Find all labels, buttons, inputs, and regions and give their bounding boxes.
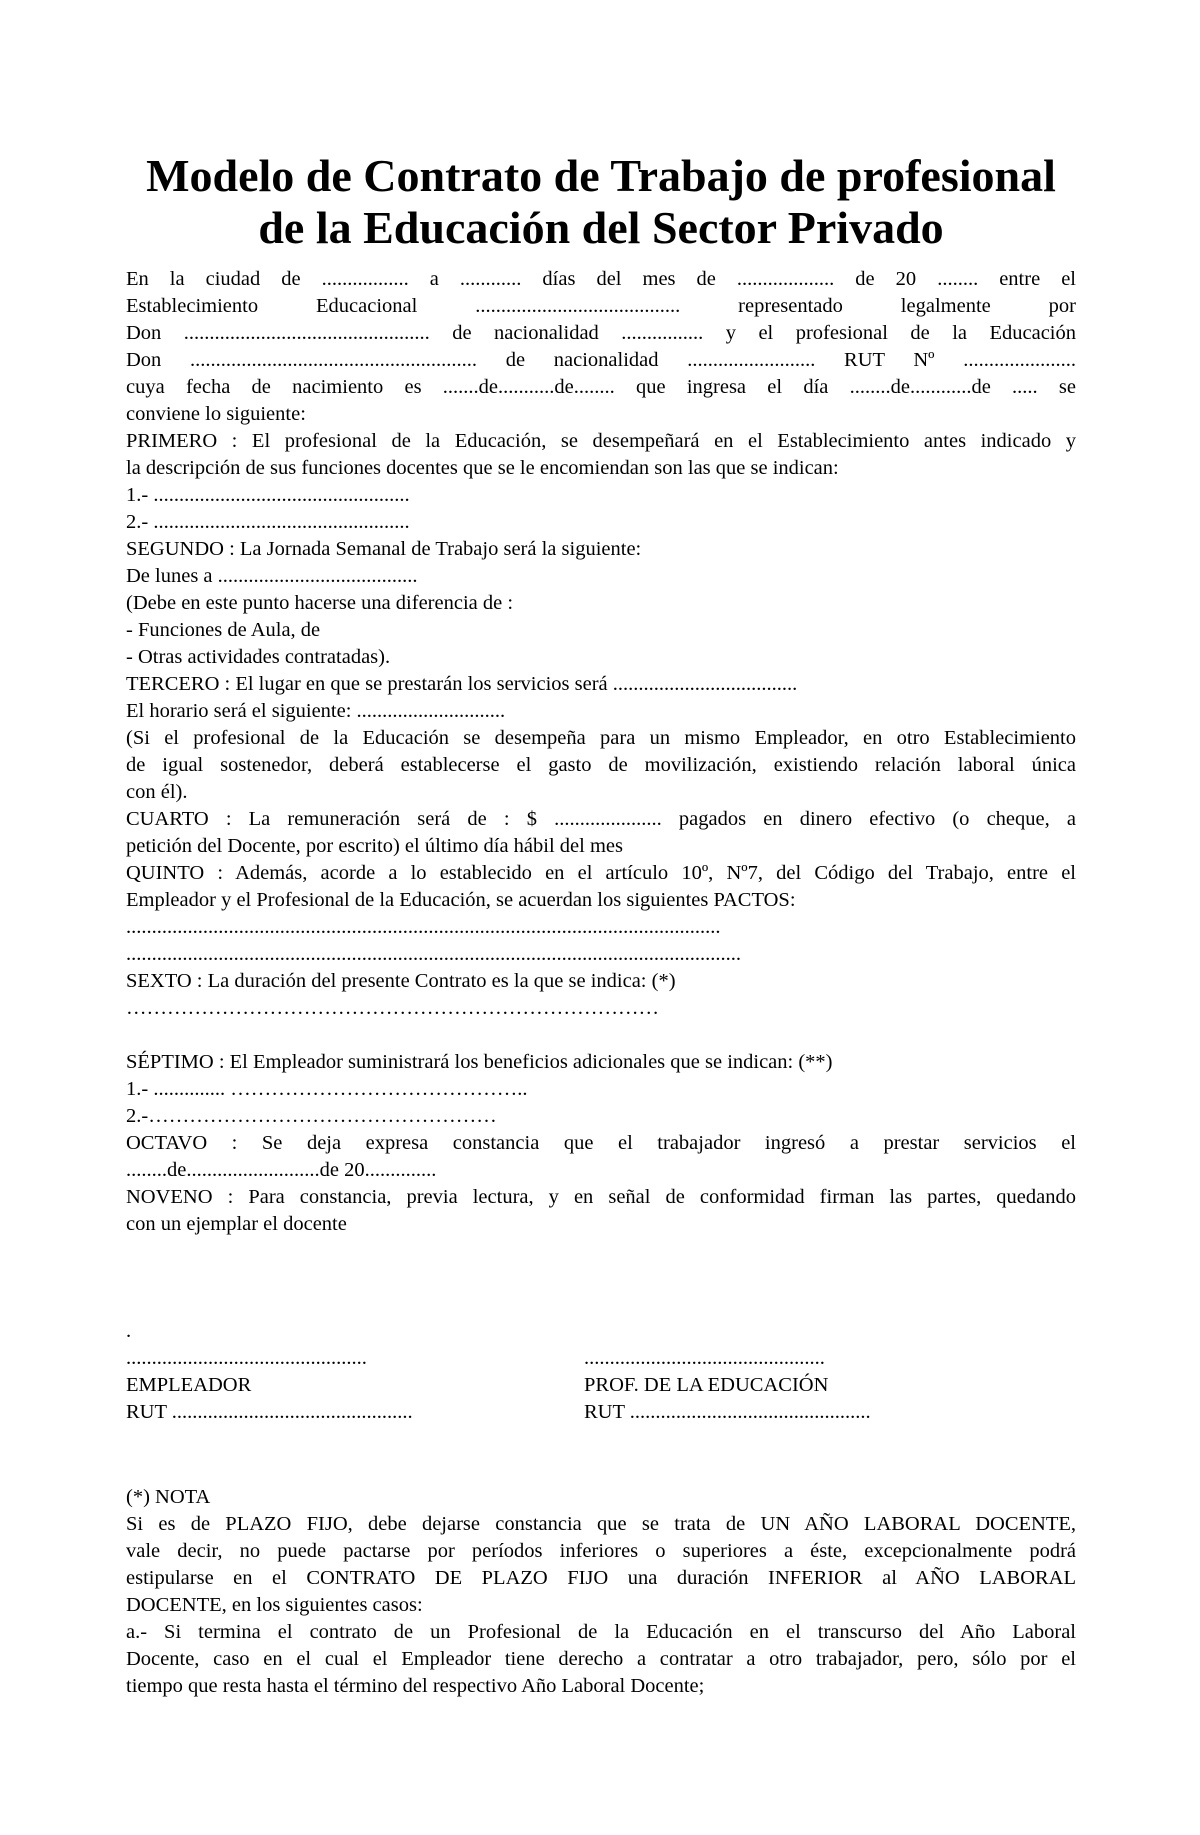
nota-line: vale decir, no puede pactarse por períodos inferiores o superiores a éste, excepcionalmente podrá — [126, 1540, 1076, 1562]
clause-tercero — [126, 671, 1076, 806]
clause-noveno — [126, 1184, 1076, 1238]
nota-section — [126, 1484, 1076, 1700]
signature-dot: . — [126, 1320, 132, 1342]
contract-body — [126, 266, 1076, 1700]
signature-line: ............................................... — [584, 1347, 825, 1369]
clause-line: petición del Docente, por escrito) el último día hábil del mes — [126, 835, 623, 857]
nota-line: a.- Si termina el contrato de un Profesional de la Educación en el transcurso del Año Laboral — [126, 1621, 1076, 1643]
clause-septimo — [126, 1049, 1076, 1130]
nota-line: estipularse en el CONTRATO DE PLAZO FIJO una duración INFERIOR al AÑO LABORAL — [126, 1567, 1076, 1589]
clause-cuarto — [126, 806, 1076, 860]
clause-segundo — [126, 536, 1076, 671]
nota-line: Docente, caso en el cual el Empleador tiene derecho a contratar a otro trabajador, pero, sólo por el — [126, 1648, 1076, 1670]
document-title — [126, 150, 1076, 254]
nota-line: DOCENTE, en los siguientes casos: — [126, 1594, 423, 1616]
clause-line: la descripción de sus funciones docentes que se le encomiendan son las que se indican: — [126, 457, 839, 479]
clause-octavo — [126, 1130, 1076, 1184]
signature-block — [126, 1318, 1076, 1458]
clause-line: - Funciones de Aula, de — [126, 619, 321, 641]
clause-line: De lunes a ....................................... — [126, 565, 418, 587]
document-page — [126, 150, 1076, 1700]
clause-line: .................................................................................................................... — [126, 916, 721, 938]
clause-line: PRIMERO : El profesional de la Educación, se desempeñará en el Establecimiento antes indicado y — [126, 430, 1076, 452]
intro-paragraph — [126, 266, 1076, 428]
clause-item: 2.- .................................................. — [126, 511, 410, 533]
intro-line: Don ................................................ de nacionalidad ................ y el profesional de la Educación — [126, 322, 1076, 344]
signature-teacher — [584, 1318, 1004, 1426]
clause-line: (Debe en este punto hacerse una diferencia de : — [126, 592, 514, 614]
intro-line: cuya fecha de nacimiento es .......de...........de........ que ingresa el día ........de............de ..... se — [126, 376, 1076, 398]
clause-line: de igual sostenedor, deberá establecerse el gasto de movilización, existiendo relación laboral única — [126, 754, 1076, 776]
clause-line: con él). — [126, 781, 188, 803]
clause-line: TERCERO : El lugar en que se prestarán los servicios será .................................... — [126, 673, 798, 695]
nota-heading: (*) NOTA — [126, 1486, 211, 1508]
intro-line: En la ciudad de ................. a ............ días del mes de ................... de 20 ........ entre el — [126, 268, 1076, 290]
clause-line: SEXTO : La duración del presente Contrato es la que se indica: (*) — [126, 970, 676, 992]
nota-line: Si es de PLAZO FIJO, debe dejarse constancia que se trata de UN AÑO LABORAL DOCENTE, — [126, 1513, 1076, 1535]
clause-primero — [126, 428, 1076, 536]
clause-line: QUINTO : Además, acorde a lo establecido en el artículo 10º, Nº7, del Código del Trabajo, entre el — [126, 862, 1076, 884]
intro-line: conviene lo siguiente: — [126, 403, 306, 425]
clause-line: ........de..........................de 20.............. — [126, 1159, 437, 1181]
signature-role: EMPLEADOR — [126, 1374, 252, 1396]
intro-line: Don ........................................................ de nacionalidad ......................... RUT Nº ...................... — [126, 349, 1076, 371]
signature-employer — [126, 1318, 546, 1426]
clause-quinto — [126, 860, 1076, 968]
signature-rut: RUT ............................................... — [126, 1401, 413, 1423]
clause-line: - Otras actividades contratadas). — [126, 646, 391, 668]
clause-line: (Si el profesional de la Educación se desempeña para un mismo Empleador, en otro Establecimiento — [126, 727, 1076, 749]
clause-item: 1.- .............. …………………………………….. — [126, 1078, 528, 1100]
signature-spacer — [584, 1318, 1004, 1345]
intro-line: Establecimiento Educacional ........................................ representado legalmente por — [126, 295, 1076, 317]
title-line-2: de la Educación del Sector Privado — [258, 202, 944, 253]
clause-line: OCTAVO : Se deja expresa constancia que el trabajador ingresó a prestar servicios el — [126, 1132, 1076, 1154]
clause-item: 1.- .................................................. — [126, 484, 410, 506]
signature-rut: RUT ............................................... — [584, 1401, 871, 1423]
clause-line: SEGUNDO : La Jornada Semanal de Trabajo será la siguiente: — [126, 538, 642, 560]
clause-line: NOVENO : Para constancia, previa lectura, y en señal de conformidad firman las partes, quedando — [126, 1186, 1076, 1208]
clause-line: SÉPTIMO : El Empleador suministrará los beneficios adicionales que se indican: (**) — [126, 1051, 833, 1073]
nota-line: tiempo que resta hasta el término del respectivo Año Laboral Docente; — [126, 1675, 705, 1697]
signature-role: PROF. DE LA EDUCACIÓN — [584, 1374, 829, 1396]
clause-line: Empleador y el Profesional de la Educación, se acuerdan los siguientes PACTOS: — [126, 889, 796, 911]
clause-line: ........................................................................................................................ — [126, 943, 741, 965]
clause-line: El horario será el siguiente: ............................. — [126, 700, 506, 722]
clause-line: CUARTO : La remuneración será de : $ ..................... pagados en dinero efectivo (o cheque, a — [126, 808, 1076, 830]
title-line-1: Modelo de Contrato de Trabajo de profesional — [146, 150, 1056, 201]
clause-sexto — [126, 968, 1076, 1049]
clause-item: 2.-…………………………………………… — [126, 1105, 497, 1127]
spacer — [126, 1022, 1076, 1049]
clause-line: con un ejemplar el docente — [126, 1213, 347, 1235]
clause-line: …………………………………………………………………… — [126, 997, 659, 1019]
signature-line: ............................................... — [126, 1347, 367, 1369]
